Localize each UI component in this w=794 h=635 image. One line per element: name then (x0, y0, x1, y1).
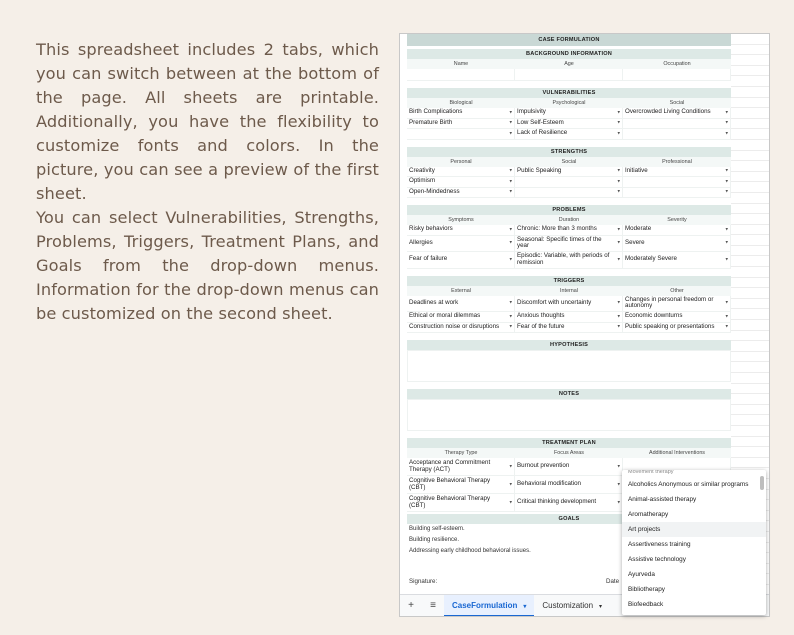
dropdown-cell[interactable] (407, 167, 515, 177)
dropdown-option-partial[interactable]: Movement therapy (628, 470, 674, 475)
dropdown-cell[interactable] (515, 119, 623, 129)
grid-line (731, 437, 770, 448)
therapy-type-cell[interactable] (407, 458, 515, 475)
dropdown-cell[interactable] (407, 119, 515, 129)
dropdown-arrow-icon[interactable]: ▾ (617, 167, 620, 174)
cell-value: Creativity (409, 166, 435, 174)
section-header-strengths: STRENGTHS (407, 147, 731, 157)
grid-line (731, 98, 770, 109)
grid-line (731, 299, 770, 310)
cell-value: Impulsivity (517, 108, 546, 116)
grid-line (731, 45, 770, 56)
date-label: Date (606, 578, 620, 585)
dropdown-cell[interactable] (515, 167, 623, 177)
dropdown-cell[interactable] (407, 252, 515, 268)
grid-line (731, 447, 770, 458)
cell-value: Cognitive Behavioral Therapy (CBT) (409, 476, 491, 491)
dropdown-option[interactable]: Bibliotherapy (628, 586, 665, 593)
dropdown-arrow-icon[interactable]: ▾ (617, 119, 620, 126)
dropdown-arrow-icon[interactable]: ▾ (725, 313, 728, 320)
dropdown-cell[interactable] (515, 252, 623, 268)
grid-line (731, 225, 770, 236)
table-row (407, 119, 731, 130)
grid-line (731, 341, 770, 352)
cell-value: Severe (625, 238, 645, 246)
dropdown-arrow-icon[interactable]: ▾ (725, 299, 728, 306)
cell-value: Public speaking or presentations (625, 322, 715, 330)
grid-line (731, 309, 770, 320)
dropdown-cell[interactable] (623, 225, 731, 235)
dropdown-arrow-icon[interactable]: ▾ (617, 499, 620, 506)
dropdown-arrow-icon[interactable]: ▾ (509, 256, 512, 263)
column-header: Social (669, 100, 685, 106)
grid-line (731, 267, 770, 278)
focus-area-cell[interactable] (515, 458, 623, 475)
description-paragraph-1: This spreadsheet includes 2 tabs, which you can switch between at the bottom of the page. All sheets are printable. Additionally, you have the flexibility to customize fonts and colors. In the picture, you can see a preview of the first sheet. (36, 40, 379, 203)
cell-value: Risky behaviors (409, 225, 453, 233)
dropdown-cell[interactable] (623, 296, 731, 312)
cell-value: Chronic: More than 3 months (517, 225, 597, 233)
cell-value: Cognitive Behavioral Therapy (CBT) (409, 494, 491, 509)
grid-line (731, 172, 770, 183)
section-header-background: BACKGROUND INFORMATION (407, 49, 731, 59)
cell-value: Moderately Severe (625, 255, 677, 263)
dropdown-arrow-icon[interactable]: ▾ (617, 299, 620, 306)
strengths-column-headers (407, 157, 731, 167)
background-input-row[interactable] (407, 69, 731, 81)
dropdown-cell[interactable] (623, 252, 731, 268)
dropdown-option[interactable]: Alcoholics Anonymous or similar programs (628, 481, 749, 488)
dropdown-arrow-icon[interactable]: ▾ (617, 239, 620, 246)
grid-line (731, 55, 770, 66)
grid-line (731, 161, 770, 172)
cell-value: Seasonal: Specific times of the year (517, 235, 602, 250)
dropdown-option[interactable]: Biofeedback (628, 601, 664, 608)
dropdown-arrow-icon[interactable]: ▾ (617, 178, 620, 185)
treatment-column-headers (407, 448, 731, 458)
dropdown-cell[interactable] (407, 296, 515, 312)
column-header: Other (670, 287, 684, 294)
cell-value: Premature Birth (409, 118, 453, 126)
grid-line (731, 140, 770, 151)
grid-line (731, 415, 770, 426)
dropdown-cell[interactable] (407, 108, 515, 118)
sheet-title: CASE FORMULATION (407, 34, 731, 46)
triggers-column-headers (407, 286, 731, 296)
grid-line (731, 288, 770, 299)
cell-value: Episodic: Variable, with periods of remission (517, 252, 610, 266)
dropdown-cell[interactable] (623, 108, 731, 118)
column-header: Name (453, 61, 469, 67)
dropdown-arrow-icon[interactable]: ▾ (725, 256, 728, 263)
section-header-treatment: TREATMENT PLAN (407, 438, 731, 448)
dropdown-cell[interactable] (623, 312, 731, 322)
chevron-down-icon[interactable]: ▾ (599, 603, 603, 610)
section-header-notes: NOTES (407, 389, 731, 399)
dropdown-scrollbar[interactable] (760, 476, 764, 490)
age-cell[interactable] (515, 69, 623, 81)
dropdown-cell[interactable] (515, 236, 623, 252)
grid-line (731, 119, 770, 130)
dropdown-arrow-icon[interactable]: ▾ (725, 167, 728, 174)
grid-line (731, 320, 770, 331)
table-row (407, 129, 731, 140)
dropdown-option[interactable]: Aromatherapy (628, 511, 669, 518)
description-paragraph-2: You can select Vulnerabilities, Strengths, Problems, Triggers, Treatment Plans, and Goals from the drop-down menus. Information for the drop-down menus can be customized on the second sheet. (36, 208, 379, 323)
table-row (407, 177, 731, 188)
dropdown-arrow-icon[interactable]: ▾ (725, 119, 728, 126)
column-header: Symptoms (448, 217, 474, 223)
dropdown-option[interactable]: Ayurveda (628, 571, 655, 578)
dropdown-cell[interactable] (515, 177, 623, 187)
dropdown-arrow-icon[interactable]: ▾ (617, 323, 620, 330)
cell-value: Optimism (409, 177, 436, 185)
dropdown-arrow-icon[interactable]: ▾ (509, 226, 512, 233)
dropdown-cell[interactable] (407, 312, 515, 322)
therapy-type-cell[interactable] (407, 476, 515, 493)
all-sheets-menu-icon[interactable]: ≡ (430, 600, 436, 611)
dropdown-arrow-icon[interactable]: ▾ (725, 239, 728, 246)
dropdown-cell[interactable] (623, 167, 731, 177)
cell-value: Ethical or moral dilemmas (409, 312, 481, 320)
dropdown-option[interactable]: Assistive technology (628, 556, 686, 563)
dropdown-option[interactable]: Animal-assisted therapy (628, 496, 697, 503)
dropdown-arrow-icon[interactable]: ▾ (617, 481, 620, 488)
dropdown-option[interactable]: Assertiveness training (628, 541, 691, 548)
dropdown-cell[interactable] (623, 236, 731, 252)
column-header: Focus Areas (554, 450, 584, 456)
therapy-type-cell[interactable] (407, 494, 515, 511)
column-header: Internal (560, 287, 578, 294)
column-header: Professional (662, 158, 692, 165)
grid-line (731, 256, 770, 267)
cell-value: Open-Mindedness (409, 187, 460, 195)
background-column-headers (407, 59, 731, 69)
grid-line (731, 34, 770, 45)
dropdown-arrow-icon[interactable]: ▾ (617, 256, 620, 263)
table-row (407, 312, 731, 323)
dropdown-arrow-icon[interactable]: ▾ (509, 463, 512, 470)
dropdown-arrow-icon[interactable]: ▾ (725, 109, 728, 116)
table-row (407, 167, 731, 178)
signature-label: Signature: (409, 578, 438, 585)
section-header-problems: PROBLEMS (407, 205, 731, 215)
tab-caseformulation[interactable] (444, 595, 534, 617)
cell-value: Construction noise or disruptions (409, 322, 500, 330)
notes-textbox[interactable] (407, 399, 731, 431)
dropdown-cell[interactable] (515, 296, 623, 312)
dropdown-arrow-icon[interactable]: ▾ (509, 109, 512, 116)
dropdown-cell[interactable] (407, 225, 515, 235)
cell-value: Critical thinking development (517, 498, 597, 506)
column-header: Social (561, 158, 577, 165)
cell-value: Changes in personal freedom or autonomy (625, 295, 714, 310)
dropdown-arrow-icon[interactable]: ▾ (617, 463, 620, 470)
column-header: Therapy Type (444, 450, 478, 456)
tab-customization[interactable] (534, 595, 610, 617)
grid-line (731, 373, 770, 384)
section-header-vulnerabilities: VULNERABILITIES (407, 88, 731, 98)
column-header: Age (564, 61, 574, 67)
problems-column-headers (407, 215, 731, 225)
cell-value: Low Self-Esteem (517, 118, 564, 126)
section-header-goals: GOALS (407, 514, 731, 524)
column-header: Severity (667, 217, 687, 223)
grid-line (731, 458, 770, 469)
dropdown-arrow-icon[interactable]: ▾ (725, 323, 728, 330)
focus-area-cell[interactable] (515, 494, 623, 511)
table-row (407, 188, 731, 199)
cell-value: Birth Complications (409, 108, 463, 116)
dropdown-arrow-icon[interactable]: ▾ (509, 323, 512, 330)
dropdown-arrow-icon[interactable]: ▾ (617, 188, 620, 195)
table-row (407, 225, 731, 236)
table-row (407, 236, 731, 253)
dropdown-cell[interactable] (623, 129, 731, 139)
vulnerabilities-column-headers (407, 98, 731, 108)
dropdown-cell[interactable] (407, 323, 515, 333)
tab-label: Customization (542, 600, 594, 610)
grid-line (731, 394, 770, 405)
cell-value: Anxious thoughts (517, 312, 565, 320)
table-row (407, 296, 731, 313)
dropdown-options (622, 477, 766, 612)
dropdown-cell[interactable] (623, 119, 731, 129)
tab-label: CaseFormulation (452, 600, 518, 610)
cell-value: Allergies (409, 238, 433, 246)
dropdown-arrow-icon[interactable]: ▾ (509, 178, 512, 185)
occupation-cell[interactable] (623, 69, 731, 81)
column-header: Additional Interventions (648, 450, 706, 456)
grid-line (731, 87, 770, 98)
dropdown-cell[interactable] (515, 323, 623, 333)
grid-line (731, 405, 770, 416)
name-cell[interactable] (407, 69, 515, 81)
table-row (407, 108, 731, 119)
dropdown-arrow-icon[interactable]: ▾ (617, 130, 620, 137)
grid-line (731, 204, 770, 215)
cell-value: Fear of failure (409, 255, 448, 263)
problems-rows (407, 225, 731, 269)
cell-value: Initiative (625, 166, 648, 174)
dropdown-arrow-icon[interactable]: ▾ (725, 226, 728, 233)
column-header: Psychological (552, 100, 586, 106)
dropdown-arrow-icon[interactable]: ▾ (509, 188, 512, 195)
cell-value: Acceptance and Commitment Therapy (ACT) (409, 458, 491, 473)
dropdown-arrow-icon[interactable]: ▾ (509, 130, 512, 137)
grid-line (731, 331, 770, 342)
dropdown-option[interactable]: Art projects (622, 522, 766, 537)
grid-line (731, 278, 770, 289)
dropdown-arrow-icon[interactable]: ▾ (617, 313, 620, 320)
dropdown-arrow-icon[interactable]: ▾ (509, 499, 512, 506)
grid-line (731, 182, 770, 193)
grid-line (731, 235, 770, 246)
cell-value: Overcrowded Living Conditions (625, 108, 711, 116)
table-row (407, 252, 731, 269)
goal-item[interactable]: Building resilience. (409, 537, 460, 543)
dropdown-arrow-icon[interactable]: ▾ (509, 481, 512, 488)
grid-line (731, 426, 770, 437)
description-text (36, 38, 379, 326)
cell-value: Burnout prevention (517, 462, 570, 470)
cell-value: Public Speaking (517, 166, 562, 174)
column-header: Personal (450, 158, 472, 165)
dropdown-cell[interactable] (407, 236, 515, 252)
grid-line (731, 129, 770, 140)
vulnerabilities-rows (407, 108, 731, 140)
cell-value: Lack of Resilience (517, 129, 568, 137)
cell-value: Economic downturns (625, 312, 683, 320)
dropdown-arrow-icon[interactable]: ▾ (617, 109, 620, 116)
cell-value: Moderate (625, 225, 652, 233)
dropdown-cell[interactable] (407, 188, 515, 198)
dropdown-cell[interactable] (515, 225, 623, 235)
goal-item[interactable]: Building self-esteem. (409, 526, 465, 532)
grid-line (731, 193, 770, 204)
grid-line (731, 66, 770, 77)
strengths-rows (407, 167, 731, 199)
dropdown-cell[interactable] (515, 312, 623, 322)
grid-line (731, 246, 770, 257)
grid-line (731, 108, 770, 119)
section-header-triggers: TRIGGERS (407, 276, 731, 286)
chevron-down-icon[interactable]: ▾ (523, 603, 527, 610)
cell-value: Discomfort with uncertainty (517, 298, 592, 306)
hypothesis-textbox[interactable] (407, 350, 731, 382)
dropdown-cell[interactable] (515, 129, 623, 139)
grid-line (731, 151, 770, 162)
dropdown-cell[interactable] (623, 177, 731, 187)
dropdown-arrow-icon[interactable]: ▾ (509, 167, 512, 174)
dropdown-arrow-icon[interactable]: ▾ (509, 239, 512, 246)
dropdown-cell[interactable] (515, 188, 623, 198)
grid-line (731, 352, 770, 363)
dropdown-cell[interactable] (515, 108, 623, 118)
dropdown-cell[interactable] (407, 177, 515, 187)
dropdown-arrow-icon[interactable]: ▾ (509, 313, 512, 320)
grid-line (731, 362, 770, 373)
triggers-rows (407, 296, 731, 334)
column-header: External (451, 287, 471, 294)
dropdown-options-list (622, 470, 766, 615)
column-header: Duration (558, 217, 580, 223)
grid-line (731, 76, 770, 87)
add-sheet-button[interactable]: + (408, 600, 414, 611)
dropdown-cell[interactable] (623, 323, 731, 333)
goal-item[interactable]: Addressing early childhood behavioral issues. (409, 548, 531, 554)
dropdown-arrow-icon[interactable]: ▾ (725, 130, 728, 137)
section-header-hypothesis: HYPOTHESIS (407, 340, 731, 350)
dropdown-arrow-icon[interactable]: ▾ (509, 119, 512, 126)
dropdown-arrow-icon[interactable]: ▾ (725, 188, 728, 195)
dropdown-arrow-icon[interactable]: ▾ (617, 226, 620, 233)
dropdown-cell[interactable] (623, 188, 731, 198)
dropdown-arrow-icon[interactable]: ▾ (509, 299, 512, 306)
grid-line (731, 214, 770, 225)
focus-area-cell[interactable] (515, 476, 623, 493)
dropdown-arrow-icon[interactable]: ▾ (725, 178, 728, 185)
table-row (407, 323, 731, 334)
dropdown-cell[interactable] (407, 129, 515, 139)
column-header: Occupation (663, 61, 691, 67)
cell-value: Fear of the future (517, 322, 565, 330)
grid-line (731, 384, 770, 395)
cell-value: Behavioral modification (517, 480, 581, 488)
cell-value: Deadlines at work (409, 298, 459, 306)
column-header: Biological (449, 100, 473, 106)
